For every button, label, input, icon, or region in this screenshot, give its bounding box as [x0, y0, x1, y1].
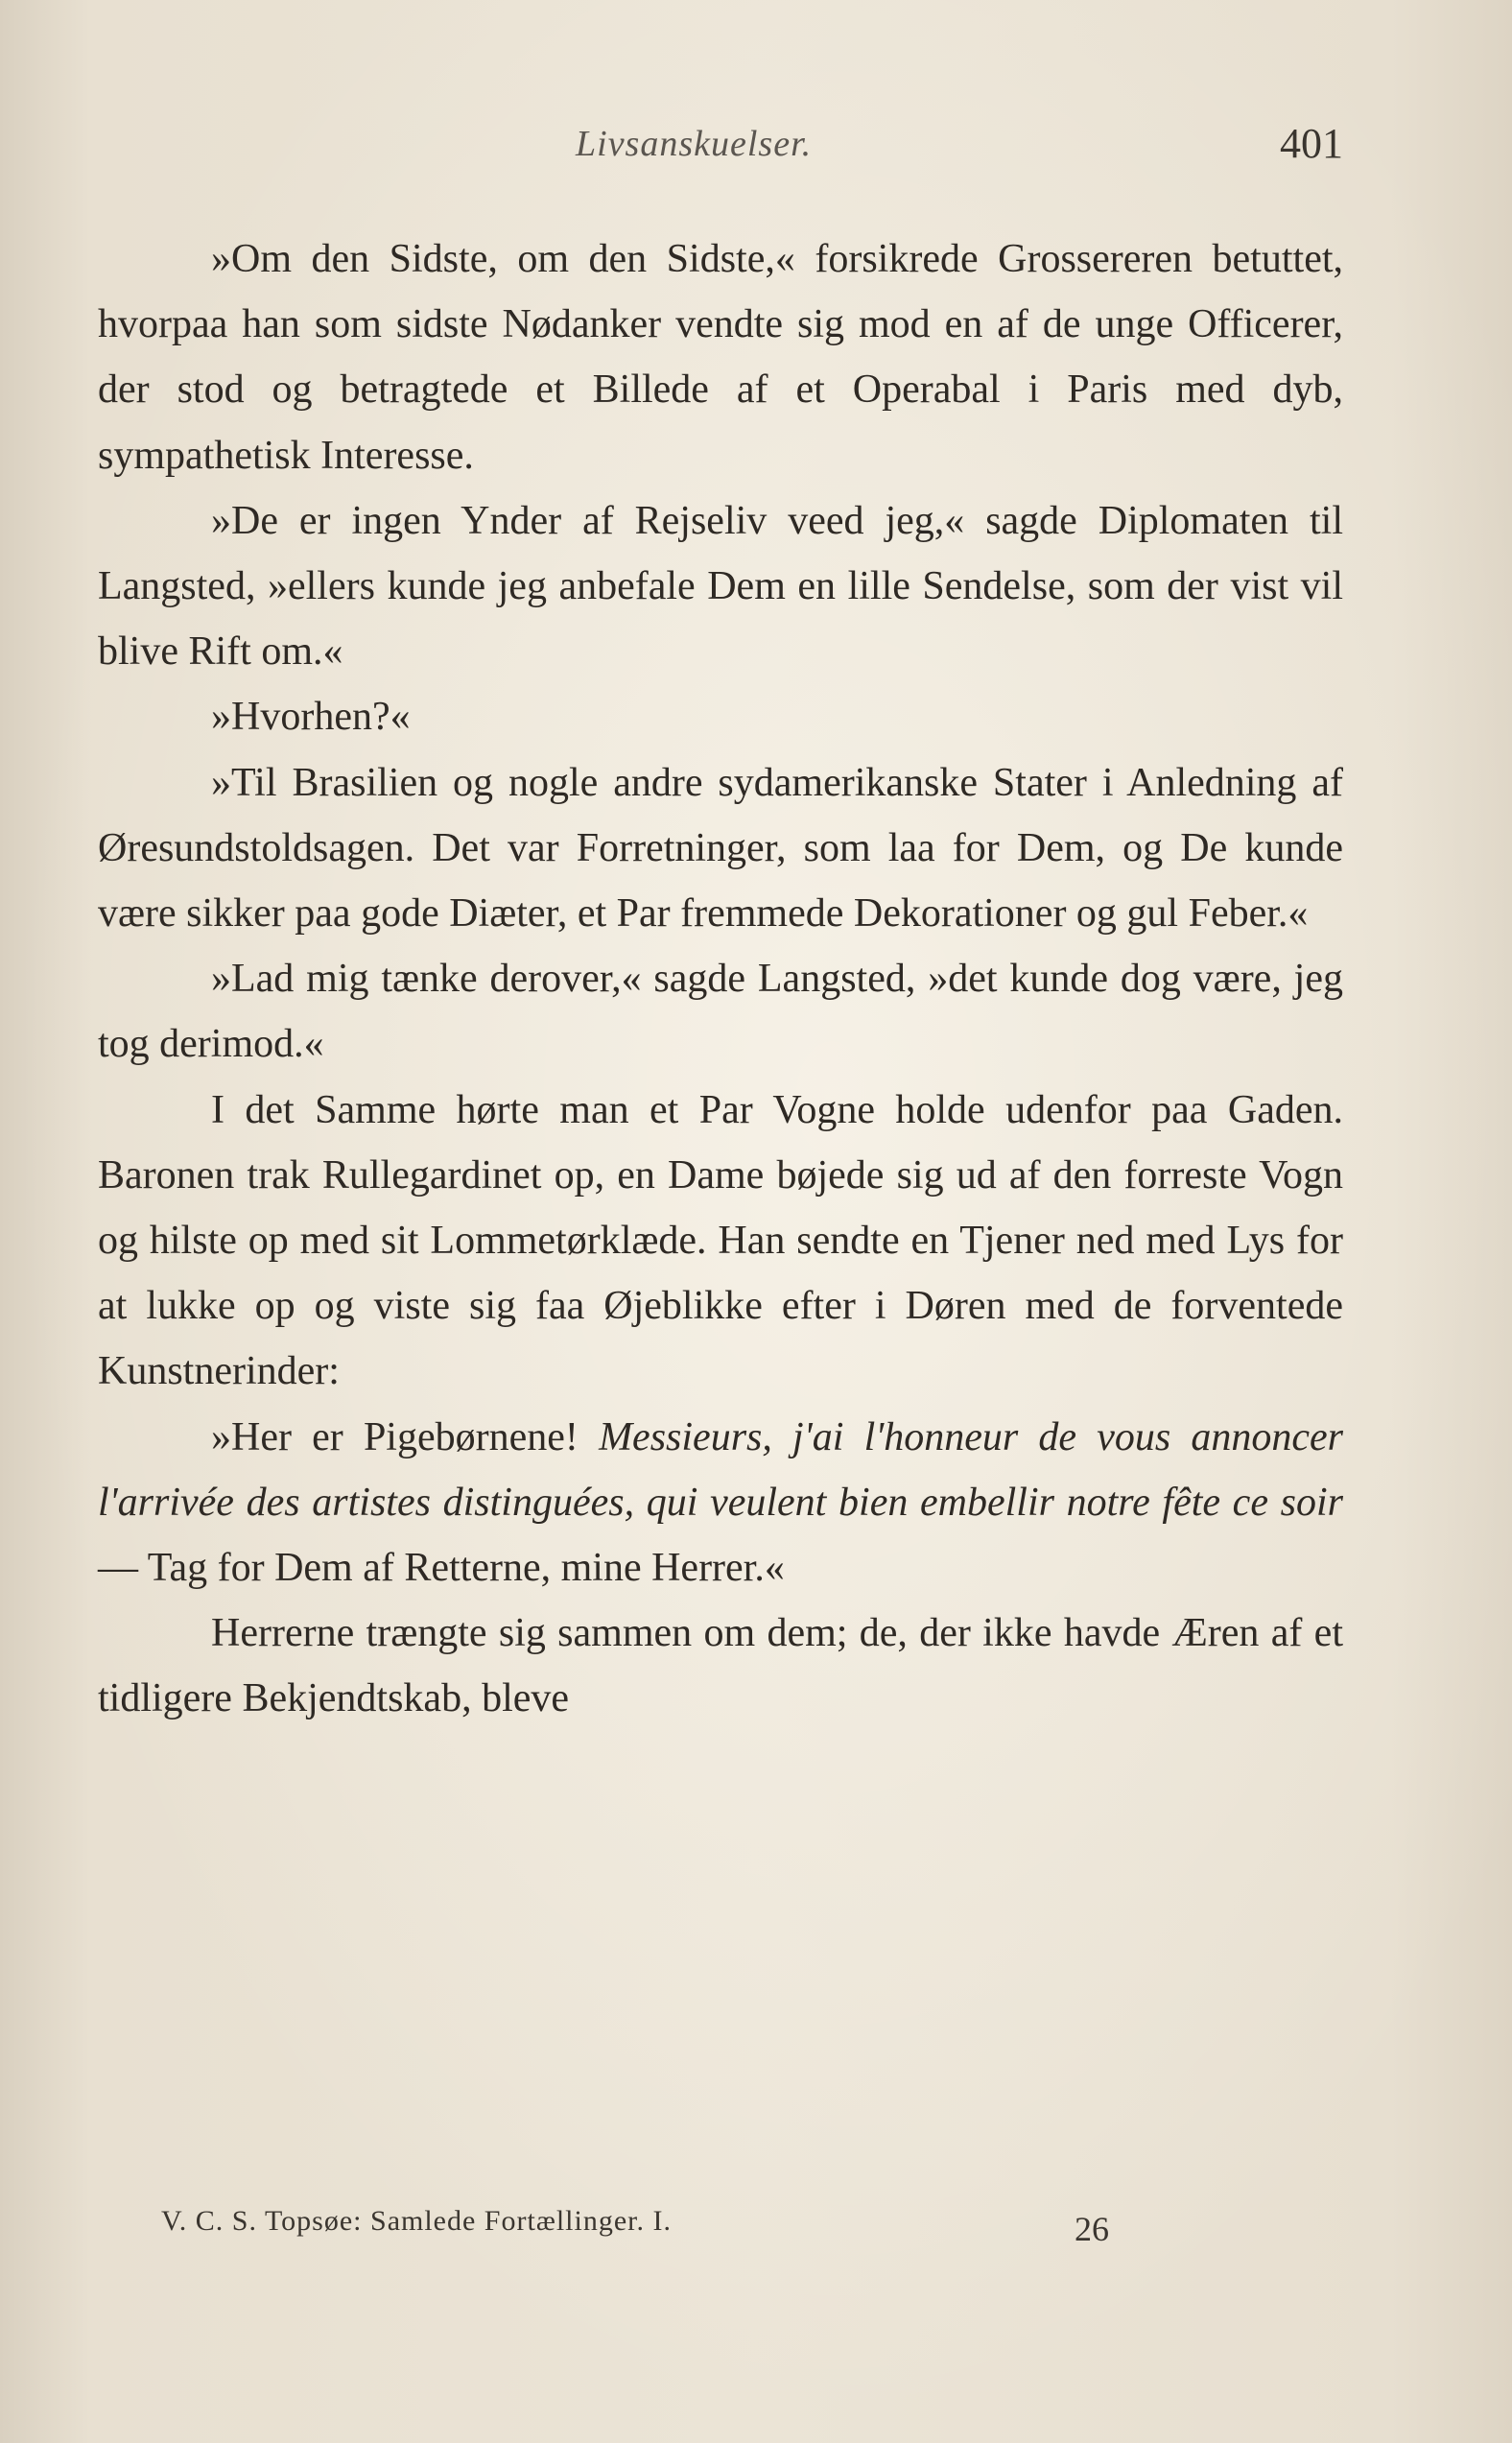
sheet-number: 26: [1075, 2210, 1109, 2248]
french-passage: Messieurs, j'ai l'honneur de vous annoncer l'arrivée des artistes distinguées, qui veulent bien embellir notre fête ce soir: [98, 1414, 1344, 1525]
body-text: [98, 226, 1343, 1732]
paragraph: »Lad mig tænke derover,« sagde Langsted, »det kunde dog være, jeg tog derimod.«: [98, 957, 1343, 1067]
paragraph: [98, 1405, 1343, 1601]
paragraph: »Om den Sidste, om den Sidste,« forsikrede Grossereren betuttet, hvorpaa han som sidste Nødanker vendte sig mod en af de unge Officerer, der stod og betragtede et Billede af et Operabal i Paris med dyb, sympathetisk Interesse.: [98, 237, 1343, 478]
paragraph: »Til Brasilien og nogle andre sydamerikanske Stater i Anledning af Øresundstoldsagen. Det var Forretninger, som laa for Dem, og De kunde være sikker paa gode Diæter, et Par fremmede Dekorationer og gul Feber.«: [98, 760, 1343, 937]
running-title: Livsanskuelser.: [576, 124, 813, 164]
page-header: [96, 120, 1343, 180]
page-number: 401: [1280, 120, 1343, 167]
paragraph-text-before: »Her er Pigebørnene!: [211, 1414, 600, 1459]
paragraph: »De er ingen Ynder af Rejseliv veed jeg,« sagde Diplomaten til Langsted, »ellers kunde jeg anbefale Dem en lille Sendelse, som der vist vil blive Rift om.«: [98, 498, 1343, 675]
printer-signature: V. C. S. Topsøe: Samlede Fortællinger. I.: [161, 2205, 672, 2237]
paragraph-text-after: — Tag for Dem af Retterne, mine Herrer.«: [98, 1546, 785, 1591]
paragraph: I det Samme hørte man et Par Vogne holde udenfor paa Gaden. Baronen trak Rullegardinet op, en Dame bøjede sig ud af den forreste Vogn og hilste op med sit Lommetørklæde. Han sendte en Tjener ned med Lys for at lukke op og viste sig faa Øjeblikke efter i Døren med de forventede Kunstnerinder:: [98, 1087, 1343, 1394]
page-footer: [161, 2205, 1121, 2253]
paragraph: »Hvorhen?«: [211, 695, 411, 740]
paragraph: Herrerne trængte sig sammen om dem; de, der ikke havde Æren af et tidligere Bekjendtskab, bleve: [98, 1611, 1343, 1721]
